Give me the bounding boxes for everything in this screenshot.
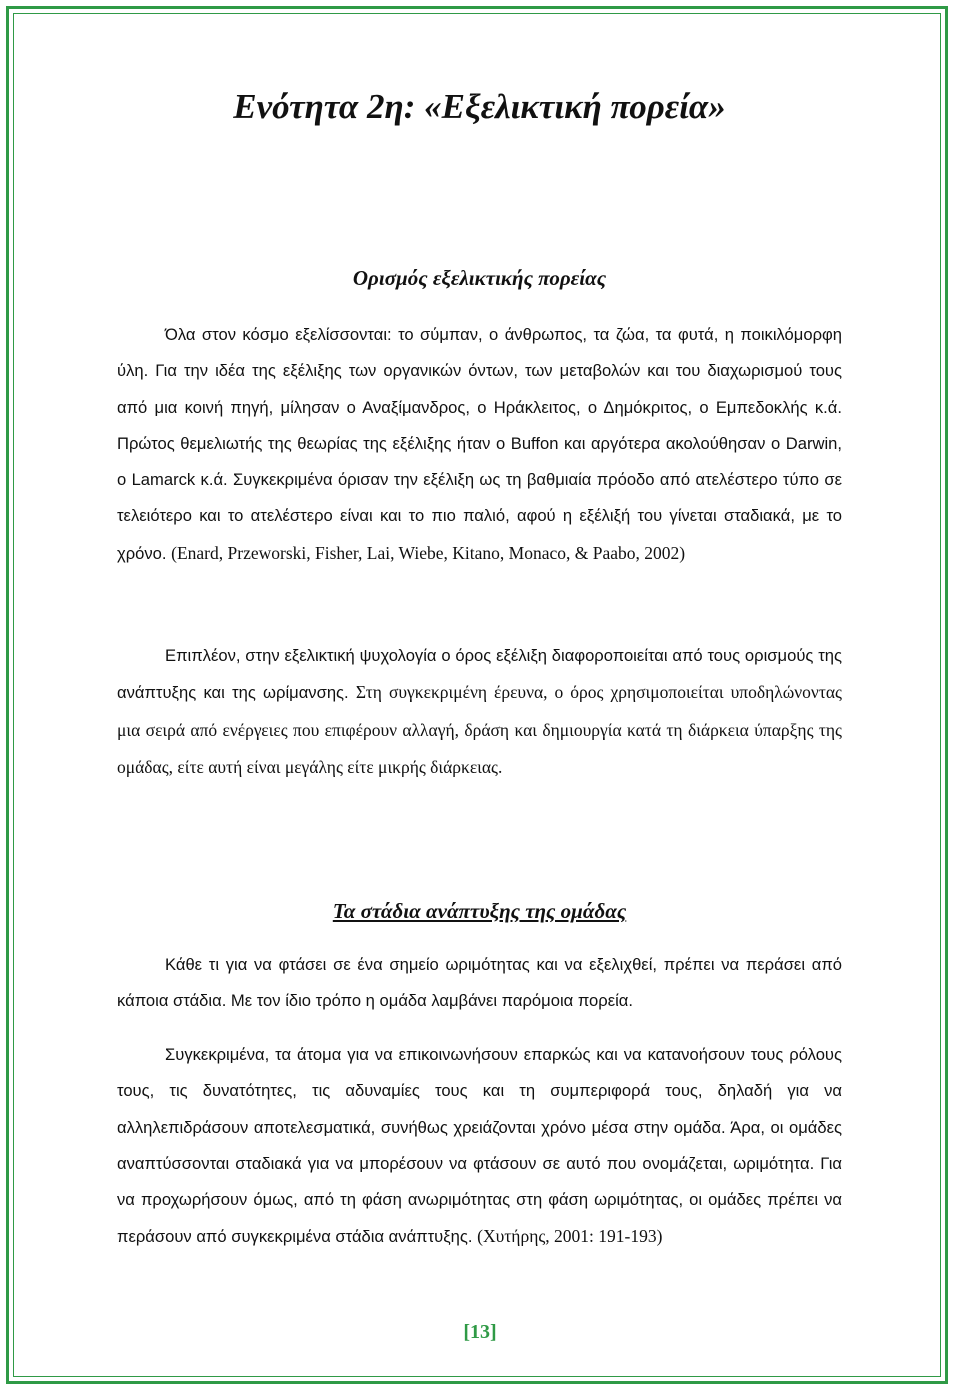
paragraph-stages-intro: Κάθε τι για να φτάσει σε ένα σημείο ωριμότητας και να εξελιχθεί, πρέπει να περάσει από κάποια στάδια. Με τον ίδιο τρόπο η ομάδα λαμβάνει παρόμοια πορεία. — [117, 955, 842, 1011]
section-heading-definition: Ορισμός εξελικτικής πορείας — [352, 266, 607, 290]
paragraph-definition — [117, 317, 842, 572]
paragraph-evolutionary-psychology — [117, 638, 842, 786]
page-number: [13] — [463, 1321, 497, 1343]
paragraph-stages-detail-text: Συγκεκριμένα, τα άτομα για να επικοινωνήσουν επαρκώς και να κατανοήσουν τους ρόλους τους, τις δυνατότητες, τις αδυναμίες τους και τη συμπεριφορά τους, δηλαδή για να αλληλεπιδράσουν αποτελεσματικά, συνήθως χρειάζονται χρόνο μέσα στην ομάδα. Άρα, οι ομάδες αναπτύσσονται σταδιακά για να μπορέσουν να φτάσουν σε αυτό που ονομάζεται, ωριμότητα. Για να προχωρήσουν όμως, από τη φάση ανωριμότητας στη φάση ωριμότητας, οι ομάδες πρέπει να περάσουν από συγκεκριμένα στάδια ανάπτυξης. — [117, 1045, 842, 1247]
paragraph-research-usage-text: Στη συγκεκριμένη έρευνα, ο όρος χρησιμοποιείται υποδηλώνοντας μια σειρά από ενέργειες που επιφέρουν αλλαγή, δράση και δημιουργία κατά τη διάρκεια ύπαρξης της ομάδας, είτε αυτή είναι μεγάλης είτε μικρής διάρκειας. — [117, 682, 842, 777]
chapter-title: Ενότητα 2η: «Εξελικτική πορεία» — [233, 87, 726, 126]
paragraph-stages-detail — [117, 1037, 842, 1256]
paragraph-evolutionary-psychology-text: Επιπλέον, στην εξελικτική ψυχολογία ο όρος εξέλιξη διαφοροποιείται από τους ορισμούς της ανάπτυξης και της ωρίμανσης. — [117, 646, 842, 703]
citation-enard: (Enard, Przeworski, Fisher, Lai, Wiebe, Kitano, Monaco, & Paabo, 2002) — [171, 542, 686, 563]
paragraph-definition-text: Όλα στον κόσμο εξελίσσονται: το σύμπαν, ο άνθρωπος, τα ζώα, τα φυτά, η ποικιλόμορφη ύλη. Για την ιδέα της εξέλιξης των οργανικών όντων, των μεταβολών και του διαχωρισμού τους από μια κοινή πηγή, μίλησαν ο Αναξίμανδρος, ο Ηράκλειτος, ο Δημόκριτος, ο Εμπεδοκλής κ.ά. Πρώτος θεμελιωτής της θεωρίας της εξέλιξης ήταν ο Buffon και αργότερα ακολούθησαν ο Darwin, ο Lamarck κ.ά. Συγκεκριμένα όρισαν την εξέλιξη ως τη βαθμιαία πρόοδο από ατελέστερο τύπο σε τελειότερο και το ατελέστερο είναι και το πιο παλιό, αφού η εξέλιξή του γίνεται σταδιακά, με το χρόνο. — [117, 325, 842, 563]
citation-chytiris: (Χυτήρης, 2001: 191-193) — [477, 1226, 663, 1247]
section-heading-stages: Τα στάδια ανάπτυξης της ομάδας — [332, 899, 627, 923]
